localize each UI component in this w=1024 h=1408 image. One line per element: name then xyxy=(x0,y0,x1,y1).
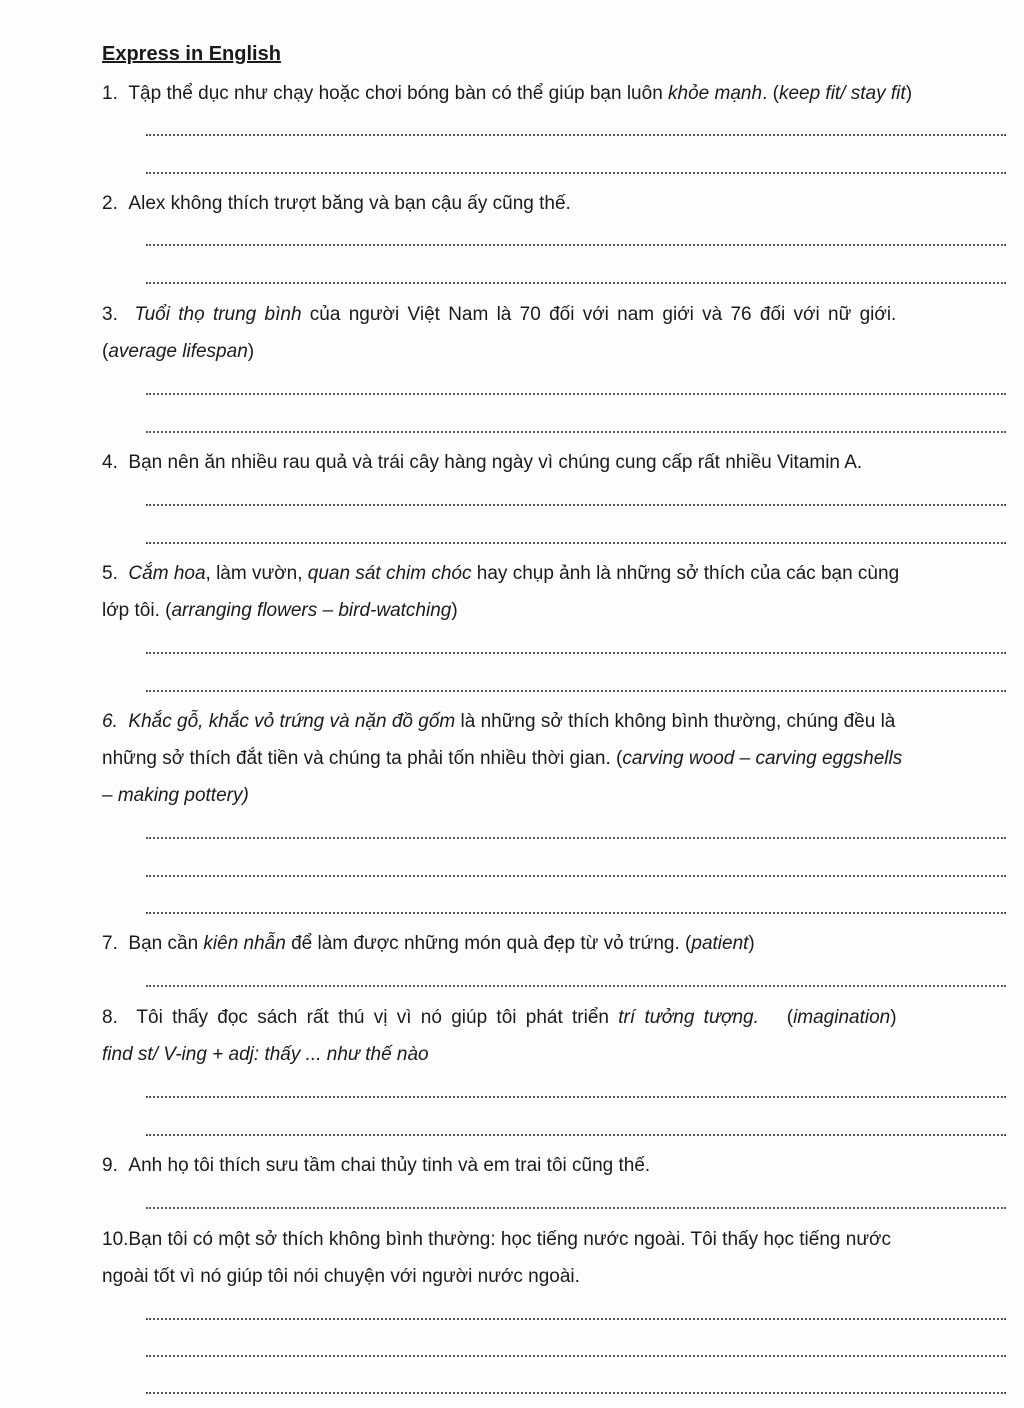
answer-line[interactable] xyxy=(146,837,1006,839)
answer-line[interactable] xyxy=(146,172,1006,174)
answer-line[interactable] xyxy=(146,542,1006,544)
answer-line[interactable] xyxy=(146,690,1006,692)
answer-line[interactable] xyxy=(146,912,1006,914)
answer-line[interactable] xyxy=(146,1355,1006,1357)
question-6-line-2: những sở thích đắt tiền và chúng ta phải tốn nhiều thời gian. (carving wood – carving eggshells xyxy=(102,748,903,769)
question-8: 8. Tôi thấy đọc sách rất thú vị vì nó giúp tôi phát triển trí tưởng tượng. (imagination) xyxy=(102,1007,897,1028)
question-10-line-2: ngoài tốt vì nó giúp tôi nói chuyện với người nước ngoài. xyxy=(102,1266,580,1287)
question-9: 9. Anh họ tôi thích sưu tầm chai thủy tinh và em trai tôi cũng thế. xyxy=(102,1155,651,1176)
answer-line[interactable] xyxy=(146,652,1006,654)
answer-line[interactable] xyxy=(146,134,1006,136)
answer-line[interactable] xyxy=(146,1392,1006,1394)
answer-line[interactable] xyxy=(146,985,1006,987)
answer-line[interactable] xyxy=(146,1134,1006,1136)
answer-line[interactable] xyxy=(146,393,1006,395)
question-5: 5. Cắm hoa, làm vườn, quan sát chim chóc hay chụp ảnh là những sở thích của các bạn cùng xyxy=(102,563,900,584)
question-4: 4. Bạn nên ăn nhiều rau quả và trái cây hàng ngày vì chúng cung cấp rất nhiều Vitamin A. xyxy=(102,452,863,473)
answer-line[interactable] xyxy=(146,1318,1006,1320)
question-5-hint: lớp tôi. (arranging flowers – bird-watching) xyxy=(102,600,458,621)
question-8-hint: find st/ V-ing + adj: thấy ... như thế nào xyxy=(102,1044,429,1065)
answer-line[interactable] xyxy=(146,875,1006,877)
answer-line[interactable] xyxy=(146,1207,1006,1209)
question-3: 3. Tuổi thọ trung bình của người Việt Nam là 70 đối với nam giới và 76 đối với nữ giới. xyxy=(102,304,897,325)
answer-line[interactable] xyxy=(146,431,1006,433)
question-2: 2. Alex không thích trượt băng và bạn cậu ấy cũng thế. xyxy=(102,193,571,214)
answer-line[interactable] xyxy=(146,282,1006,284)
question-7: 7. Bạn cần kiên nhẫn để làm được những món quà đẹp từ vỏ trứng. (patient) xyxy=(102,933,755,954)
question-6: 6. Khắc gỗ, khắc vỏ trứng và nặn đồ gốm là những sở thích không bình thường, chúng đều là xyxy=(102,711,896,732)
answer-line[interactable] xyxy=(146,504,1006,506)
question-10: 10.Bạn tôi có một sở thích không bình thường: học tiếng nước ngoài. Tôi thấy học tiếng nước xyxy=(102,1229,892,1250)
answer-line[interactable] xyxy=(146,1096,1006,1098)
question-3-hint: (average lifespan) xyxy=(102,341,255,362)
answer-line[interactable] xyxy=(146,244,1006,246)
question-1: 1. Tập thể dục như chạy hoặc chơi bóng bàn có thể giúp bạn luôn khỏe mạnh. (keep fit/ stay fit) xyxy=(102,83,913,104)
worksheet-title: Express in English xyxy=(102,43,281,65)
question-6-hint: – making pottery) xyxy=(102,785,249,806)
